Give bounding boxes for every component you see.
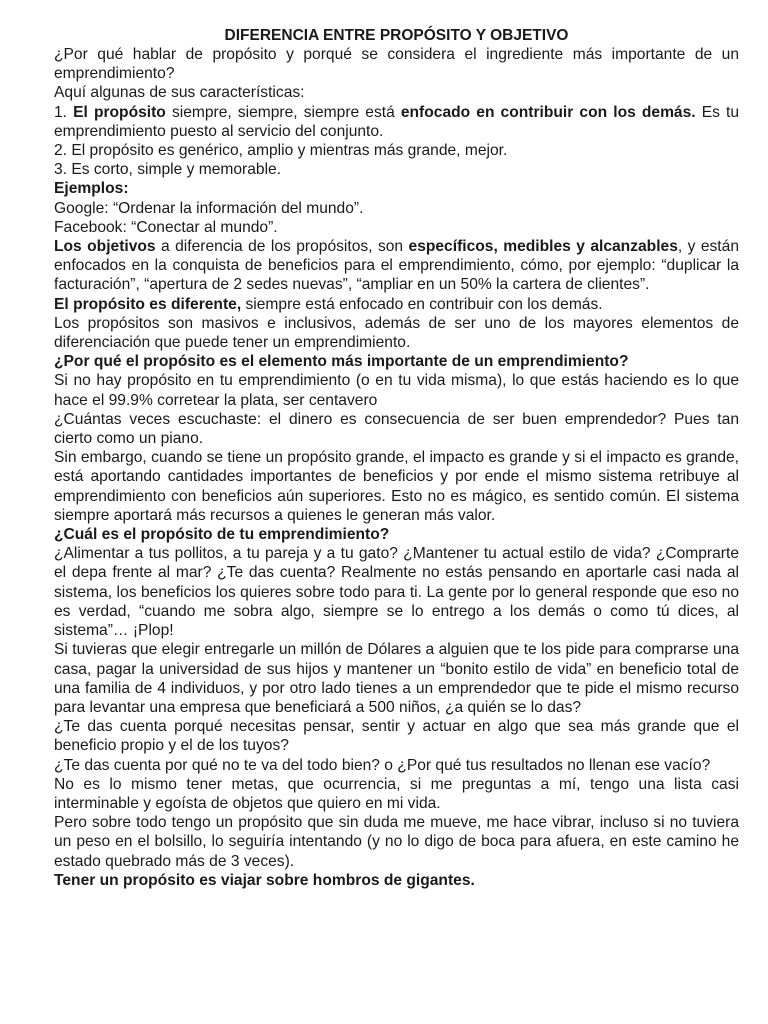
no-hay-paragraph: Si no hay propósito en tu emprendimiento (o en tu vida misma), lo que estás haciendo es lo que hace el 99.9% corretear la plata, ser centavero [54, 372, 739, 409]
bold-phrase: enfocado en contribuir con los demás. [400, 103, 696, 121]
te-das-cuenta-paragraph-1: ¿Te das cuenta porqué necesitas pensar, sentir y actuar en algo que sea más grande que el beneficio propio y el de los tuyos? [54, 718, 739, 755]
section-question-1: ¿Por qué el propósito es el elemento más importante de un emprendimiento? [54, 353, 629, 371]
characteristics-intro: Aquí algunas de sus características: [54, 84, 305, 102]
document-body [54, 45, 739, 890]
text-run: siempre está enfocado en contribuir con los demás. [241, 295, 603, 313]
alimentar-paragraph: ¿Alimentar a tus pollitos, a tu pareja y a tu gato? ¿Mantener tu actual estilo de vida? ¿Comprarte el depa frente al mar? ¿Te das cuenta? Realmente no estás pensando en aportarle casi nada al sistema, los beneficios los quieres sobre todo para ti. La gente por lo general responde que eso no es verdad, “cuando me sobra algo, siempre se lo entrego a los demás o como tú dices, al sistema”… ¡Plop! [54, 545, 739, 640]
intro-question: ¿Por qué hablar de propósito y porqué se considera el ingrediente más importante de un emprendimiento? [54, 46, 739, 83]
text-run: a diferencia de los propósitos, son [155, 238, 409, 256]
diferente-paragraph [54, 295, 739, 314]
bold-phrase: El propósito es diferente, [54, 295, 242, 313]
characteristic-1 [54, 103, 739, 141]
no-es-lo-mismo-paragraph: No es lo mismo tener metas, que ocurrencia, si me preguntas a mí, tengo una lista casi interminable y egoísta de objetos que quiero en mi vida. [54, 775, 739, 812]
pero-paragraph: Pero sobre todo tengo un propósito que sin duda me mueve, me hace vibrar, incluso si no tuviera un peso en el bolsillo, lo seguiría intentando (y no lo digo de boca para afuera, en este camino he estado quebrado más de 3 veces). [54, 814, 739, 870]
te-das-cuenta-paragraph-2: ¿Te das cuenta por qué no te va del todo bien? o ¿Por qué tus resultados no llenan ese vacío? [54, 756, 711, 774]
sin-embargo-paragraph: Sin embargo, cuando se tiene un propósito grande, el impacto es grande y si el impacto es grande, está aportando cantidades importantes de beneficios y por ende el mismo sistema retribuye al emprendimiento con beneficios aún superiores. Esto no es mágico, es sentido común. El sistema siempre aportará más recursos a quienes le generan más valor. [54, 449, 739, 524]
bold-phrase: específicos, medibles y alcanzables [408, 238, 678, 256]
si-tuvieras-paragraph: Si tuvieras que elegir entregarle un millón de Dólares a alguien que te los pide para comprarse una casa, pagar la universidad de sus hijos y mantener un “bonito estilo de vida” en beneficio total de una familia de 4 individuos, y por otro lado tienes a un emprendedor que te pide el mismo recurso para levantar una empresa que beneficiará a 500 niños, ¿a quién se lo das? [54, 641, 739, 716]
masivos-paragraph: Los propósitos son masivos e inclusivos, además de ser uno de los mayores elementos de diferenciación que puede tener un emprendimiento. [54, 314, 739, 352]
text-run: , y están enfocados en la conquista de beneficios para el emprendimiento, cómo, por ejemplo: “duplicar la facturación”, “apertura de 2 sedes nuevas”, “ampliar en un 50% la cartera de clientes”. [54, 238, 739, 294]
objetivos-paragraph [54, 237, 739, 295]
text-run: siempre, siempre, siempre está [165, 103, 401, 121]
item-number: 1. [54, 103, 74, 121]
example-facebook: Facebook: “Conectar al mundo”. [54, 218, 278, 236]
closing-statement: Tener un propósito es viajar sobre hombros de gigantes. [54, 871, 475, 889]
text-run: Es tu emprendimiento puesto al servicio del conjunto. [54, 103, 740, 140]
document-title: DIFERENCIA ENTRE PROPÓSITO Y OBJETIVO [224, 27, 569, 44]
cuantas-paragraph: ¿Cuántas veces escuchaste: el dinero es consecuencia de ser buen emprendedor? Pues tan cierto como un piano. [54, 410, 739, 448]
characteristic-3: 3. Es corto, simple y memorable. [54, 161, 282, 179]
bold-term: Los objetivos [54, 238, 156, 256]
bold-term: El propósito [73, 103, 166, 121]
example-google: Google: “Ordenar la información del mundo”. [54, 199, 364, 217]
examples-heading: Ejemplos: [54, 180, 129, 198]
section-question-2: ¿Cuál es el propósito de tu emprendimiento? [54, 526, 390, 544]
characteristic-2: 2. El propósito es genérico, amplio y mientras más grande, mejor. [54, 142, 508, 160]
